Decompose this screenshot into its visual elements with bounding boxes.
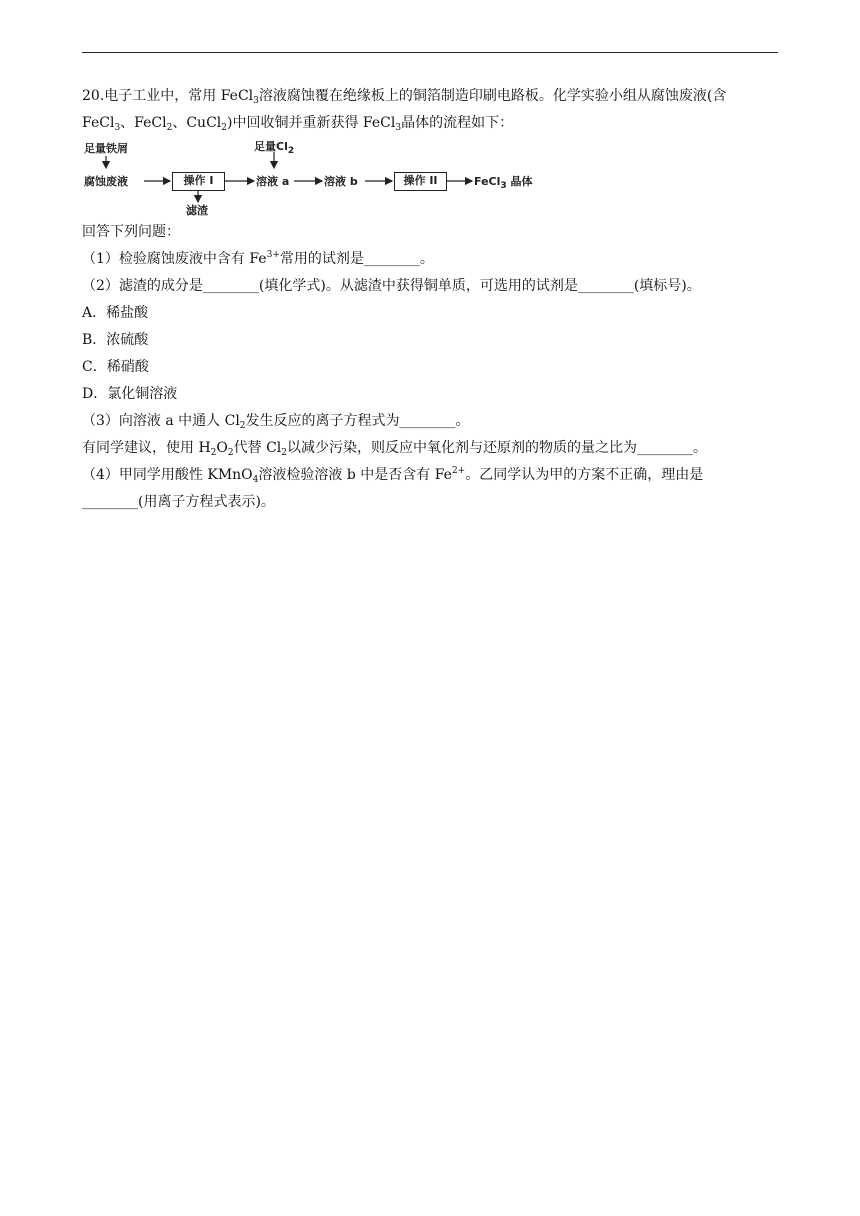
question-20 bbox=[82, 84, 782, 517]
option-d: D．氯化铜溶液 bbox=[82, 386, 178, 402]
question-intro-line-1: 20.电子工业中，常用 FeCl$_3$溶液腐蚀覆在绝缘板上的铜箔制造印刷电路板。化学实验小组从腐蚀废液(含 bbox=[82, 88, 727, 106]
operation-1-box: 操作 I bbox=[172, 172, 225, 191]
residue-label: 滤渣 bbox=[186, 204, 208, 217]
sub-question-2: （2）滤渣的成分是________(填化学式)。从滤渣中获得铜单质，可选用的试剂是________(填标号)。 bbox=[82, 278, 701, 294]
operation-2-box: 操作 II bbox=[394, 172, 447, 191]
question-intro-line-2: FeCl$_3$、FeCl$_2$、CuCl$_2$)中回收铜并重新获得 FeCl$_3$晶体的流程如下： bbox=[82, 115, 514, 133]
header-rule bbox=[82, 52, 778, 53]
iron-filings-label: 足量铁屑 bbox=[84, 142, 128, 155]
sub-question-3: （3）向溶液 a 中通人 $Cl_2$发生反应的离子方程式为________。 bbox=[82, 413, 470, 431]
option-c: C．稀硝酸 bbox=[82, 359, 149, 375]
solution-b-label: 溶液 b bbox=[324, 175, 358, 188]
option-b: B．浓硫酸 bbox=[82, 332, 149, 348]
process-flowchart bbox=[82, 138, 552, 218]
product-label: FeCl$_3$ 晶体 bbox=[474, 175, 533, 191]
sub-question-3-extra: 有同学建议，使用 $H_2O_2$代替 $Cl_2$以减少污染，则反应中氧化剂与还原剂的物质的量之比为________。 bbox=[82, 440, 707, 458]
sub-question-4-line-2: ________(用离子方程式表示)。 bbox=[82, 494, 275, 510]
option-a: A．稀盐酸 bbox=[82, 305, 149, 321]
answer-prompt: 回答下列问题： bbox=[82, 224, 180, 240]
sub-question-1: （1）检验腐蚀废液中含有 $Fe^{3+}$常用的试剂是________。 bbox=[82, 250, 434, 267]
solution-a-label: 溶液 a bbox=[256, 175, 290, 188]
question-number: 20. bbox=[82, 88, 105, 104]
chlorine-label: 足量$Cl_2$ bbox=[254, 140, 295, 156]
sub-question-4: （4）甲同学用酸性 KMnO$_4$溶液检验溶液 b 中是否含有 $Fe^{2+}$。乙同学认为甲的方案不正确，理由是 bbox=[82, 466, 704, 485]
waste-liquid-label: 腐蚀废液 bbox=[84, 175, 128, 188]
